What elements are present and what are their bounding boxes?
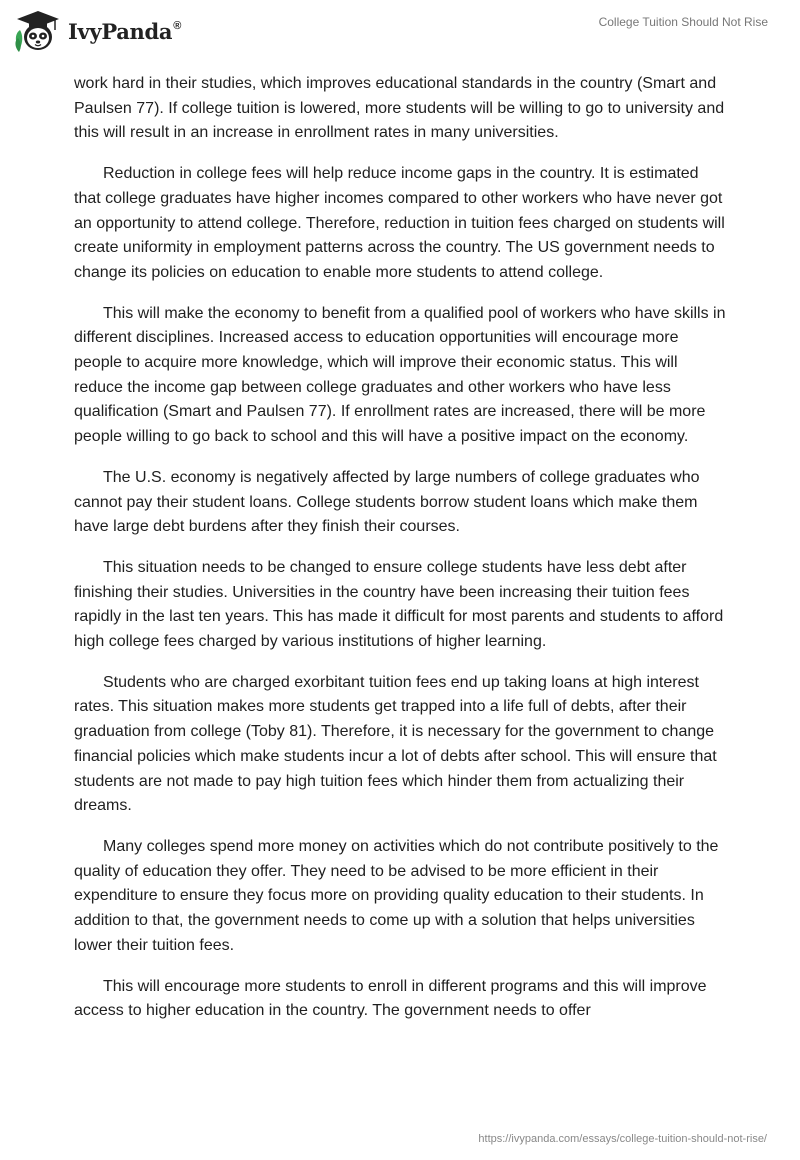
source-url[interactable]: https://ivypanda.com/essays/college-tuition-should-not-rise/ xyxy=(478,1133,767,1145)
paragraph: This will make the economy to benefit from a qualified pool of workers who have skills in different disciplines. Increased access to education opportunities will encourage more people to acquire more knowledge, which will improve their economic status. This will reduce the income gap between college graduates and other workers who have less qualification (Smart and Paulsen 77). If enrollment rates are increased, there will be more people willing to go back to school and this will have a positive impact on the economy. xyxy=(74,304,726,446)
paragraph: Reduction in college fees will help reduce income gaps in the country. It is estimated that college graduates have higher incomes compared to other workers who have never got an opportunity to attend college. Therefore, reduction in tuition fees charged on students will create uniformity in employment patterns across the country. The US government needs to change its policies on education to enable more students to attend college. xyxy=(74,165,725,281)
paragraph: Students who are charged exorbitant tuition fees end up taking loans at high interest rates. This situation makes more students get trapped into a life full of debts, after their graduation from college (Toby 81). Therefore, it is necessary for the government to change financial policies which make students incur a lot of debts after school. This will ensure that students are not made to pay high tuition fees which hinder them from actualizing their dreams. xyxy=(74,673,717,815)
paragraph: This will encourage more students to enroll in different programs and this will improve access to higher education in the country. The government needs to offer xyxy=(74,977,707,1020)
paragraph: Many colleges spend more money on activities which do not contribute positively to the quality of education they offer. They need to be advised to be more efficient in their expenditure to ensure they focus more on providing quality education to their students. In addition to that, the government needs to come up with a solution that helps universities lower their tuition fees. xyxy=(74,837,719,954)
page-header xyxy=(0,0,800,70)
panda-graduation-cap-icon xyxy=(14,8,62,54)
document-title: College Tuition Should Not Rise xyxy=(598,15,768,29)
paragraph: work hard in their studies, which improves educational standards in the country (Smart and Paulsen 77). If college tuition is lowered, more students will be willing to go to university and this will result in an increase in enrollment rates in many universities. xyxy=(74,75,725,142)
paragraph: The U.S. economy is negatively affected by large numbers of college graduates who cannot pay their student loans. College students borrow student loans which make them have large debt burdens after they finish their courses. xyxy=(74,468,700,536)
ivypanda-logo[interactable] xyxy=(14,8,181,54)
paragraph: This situation needs to be changed to ensure college students have less debt after finishing their studies. Universities in the country have been increasing their tuition fees rapidly in the last ten years. This has made it difficult for most parents and students to afford high college fees charged by various institutions of higher learning. xyxy=(74,558,724,651)
brand-name: IvyPanda® xyxy=(68,18,182,44)
essay-body xyxy=(74,72,726,1040)
